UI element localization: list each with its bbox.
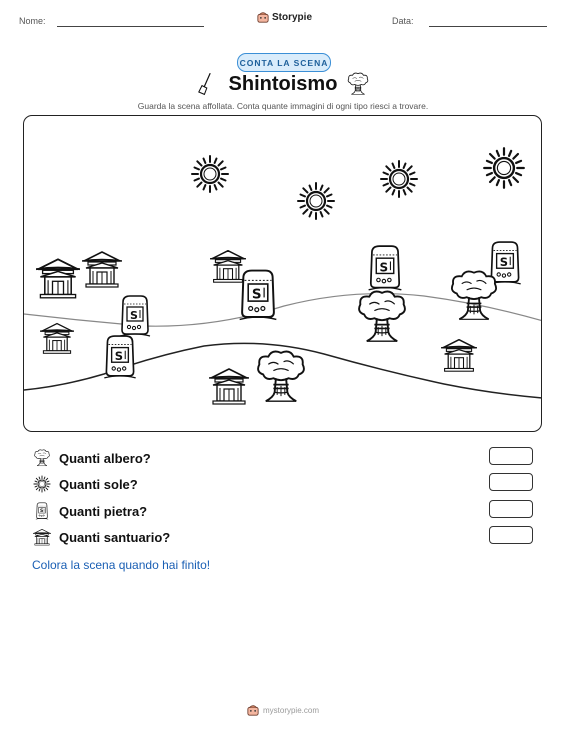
date-line[interactable] [429,26,547,27]
tree-icon [33,449,51,467]
scene-artwork [24,116,542,432]
sun-icon [484,148,524,188]
tree-icon [452,271,496,319]
tree-icon [258,352,304,402]
question-text: Quanti pietra? [59,503,148,519]
pie-logo-icon [257,11,269,23]
stone-icon [33,502,51,520]
shrine-icon [36,259,80,298]
stone-icon [369,246,402,290]
question-stones [33,500,147,522]
shrine-icon [33,528,51,546]
question-shrines [33,526,170,548]
shrine-icon [40,324,74,354]
instructions: Guarda la scena affollata. Conta quante immagini di ogni tipo riesci a trovare. [137,101,429,111]
page-title: Shintoismo [228,73,338,95]
sun-icon [192,156,228,192]
stone-icon [240,271,277,320]
question-text: Quanti santuario? [59,529,171,545]
answer-box-shrines[interactable] [489,526,533,544]
sun-icon [381,161,417,197]
brand-name: Storypie [272,11,313,23]
question-trees [33,447,151,469]
date-label: Data: [392,16,414,26]
shrine-icon [82,252,122,287]
tree-icon [346,72,370,96]
shrine-icon [210,251,246,283]
coloring-instruction: Colora la scena quando hai finito! [32,558,211,572]
footer-url[interactable]: mystorypie.com [262,705,319,715]
answer-box-trees[interactable] [489,447,533,465]
tree-icon [359,292,405,342]
name-label: Nome: [19,16,46,26]
question-suns [33,473,138,495]
sun-icon [298,183,334,219]
answer-box-stones[interactable] [489,500,533,518]
counting-scene[interactable] [23,115,542,432]
footer [0,704,566,716]
shrine-icon [209,369,249,404]
sun-icon [33,475,51,493]
name-line[interactable] [57,26,204,27]
stone-icon [120,296,150,336]
answer-box-suns[interactable] [489,473,533,491]
question-text: Quanti albero? [59,450,151,466]
brand-logo [257,11,312,23]
stone-icon [104,336,135,378]
pie-logo-icon [247,704,259,716]
question-text: Quanti sole? [59,476,138,492]
activity-badge: CONTA LA SCENA [237,53,331,72]
shrine-icon [441,340,477,372]
